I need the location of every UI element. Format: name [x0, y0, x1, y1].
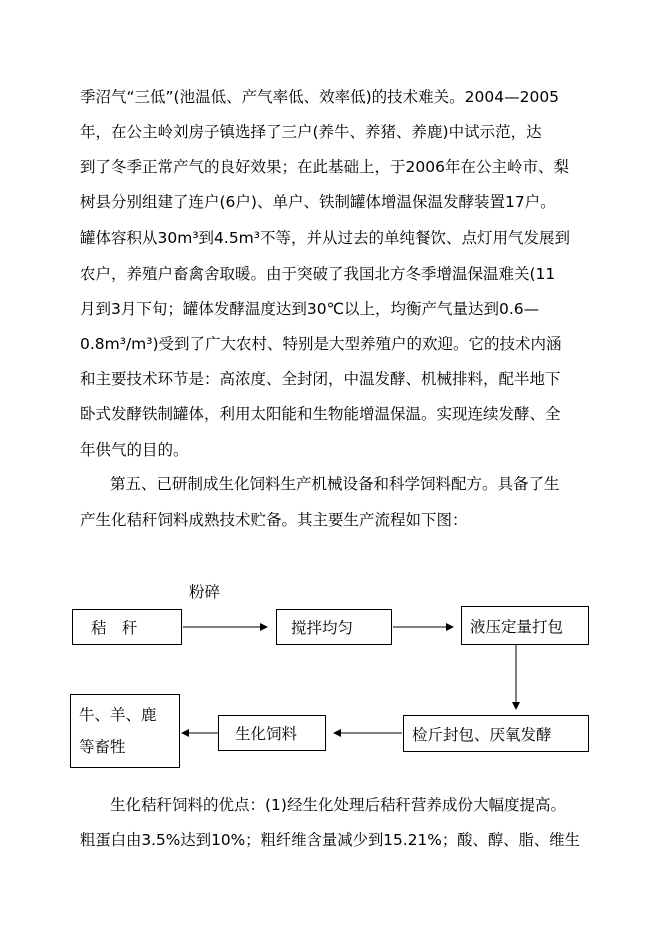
box-mixing-label: 搅拌均匀 [291, 619, 354, 637]
box-straw [72, 609, 182, 645]
text-line: 第五、已研制成生化饲料生产机械设备和科学饲料配方。具备了生 [110, 475, 560, 493]
text-line: 到了冬季正常产气的良好效果；在此基础上，于2006年在公主岭市、梨 [80, 158, 569, 176]
box-livestock [70, 694, 180, 768]
text-line: 和主要技术环节是：高浓度、全封闭，中温发酵、机械排料，配半地下 [80, 370, 561, 388]
box-sealing [403, 715, 589, 752]
text-line: 农户，养殖户畜禽舍取暖。由于突破了我国北方冬季增温保温难关(11 [80, 265, 556, 283]
text-line: 季沼气“三低”(池温低、产气率低、效率低)的技术难关。2004—2005 [80, 88, 560, 106]
box-livestock-line1: 牛、羊、鹿 [79, 706, 157, 724]
box-feed-label: 生化饲料 [235, 725, 298, 743]
crush-label: 粉碎 [189, 583, 221, 601]
box-mixing [276, 609, 392, 645]
text-line: 年，在公主岭刘房子镇选择了三户(养牛、养猪、养鹿)中试示范，达 [80, 123, 542, 141]
text-line: 卧式发酵铁制罐体，利用太阳能和生物能增温保温。实现连续发酵、全 [80, 405, 561, 423]
text-line: 粗蛋白由3.5%达到10%；粗纤维含量减少到15.21%；酸、醇、脂、维生 [80, 831, 580, 849]
box-straw-label: 秸 秆 [91, 619, 138, 637]
box-pressing-label: 液压定量打包 [470, 617, 564, 636]
text-line: 生化秸秆饲料的优点：(1)经生化处理后秸秆营养成份大幅度提高。 [110, 796, 566, 814]
text-line: 0.8m³/m³)受到了广大农村、特别是大型养殖户的欢迎。它的技术内涵 [80, 335, 562, 353]
text-line: 树县分别组建了连户(6户)、单户、铁制罐体增温保温发酵装置17户。 [80, 193, 556, 211]
box-feed [218, 715, 326, 751]
text-line: 年供气的目的。 [80, 441, 189, 459]
text-line: 月到3月下旬；罐体发酵温度达到30℃以上，均衡产气量达到0.6— [80, 300, 540, 318]
text-line: 罐体容积从30m³到4.5m³不等，并从过去的单纯餐饮、点灯用气发展到 [80, 229, 571, 247]
box-pressing [461, 606, 589, 645]
box-livestock-line2: 等畜牲 [79, 738, 126, 756]
text-line: 产生化秸秆饲料成熟技术贮备。其主要生产流程如下图： [80, 511, 468, 529]
box-sealing-label: 检斤封包、厌氧发酵 [412, 725, 552, 744]
